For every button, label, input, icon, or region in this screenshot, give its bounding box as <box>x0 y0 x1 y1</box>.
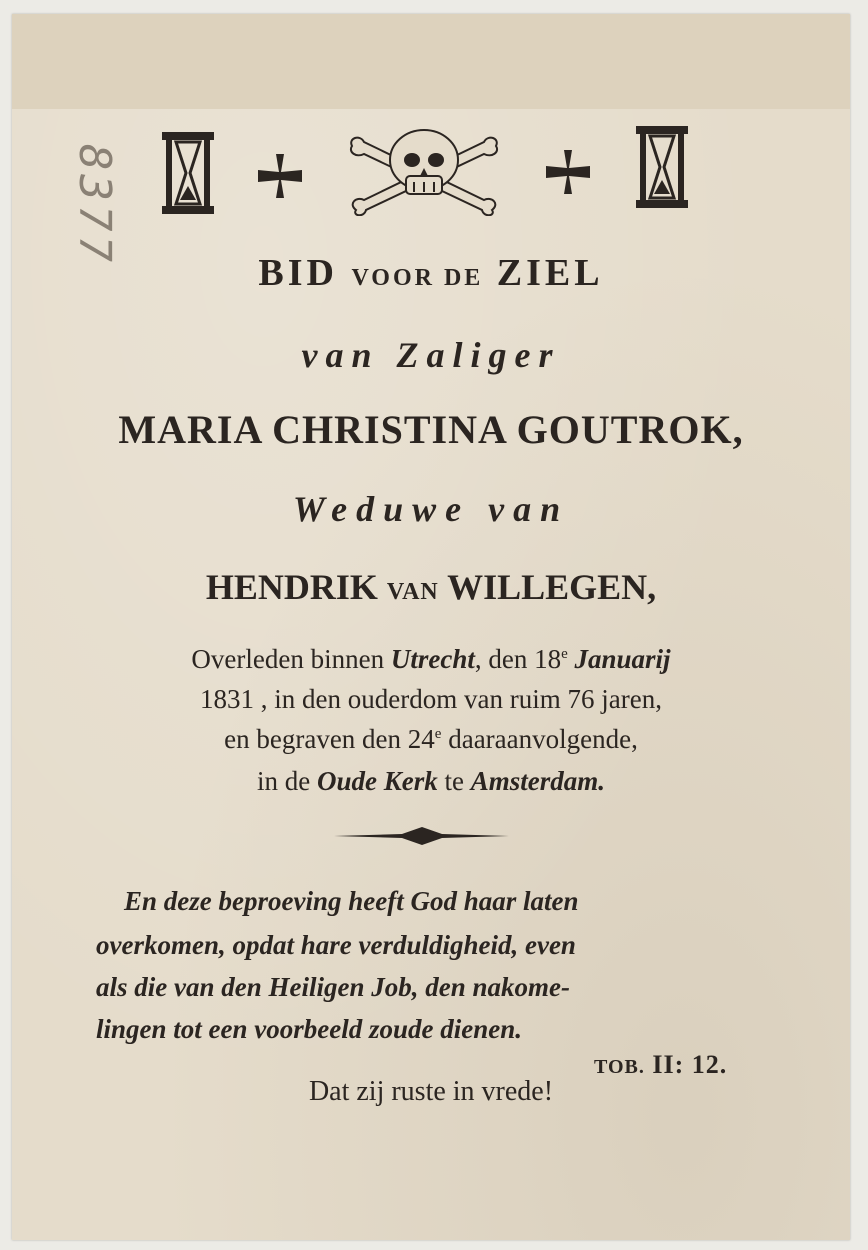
cross-pattee-icon <box>544 148 592 196</box>
skull-crossbones-icon <box>344 124 504 216</box>
details-text: daaraanvolgende, <box>448 724 638 754</box>
details-text: Overleden binnen <box>191 644 385 674</box>
quote-line-4: lingen tot een voorbeeld zoude dienen. <box>96 1014 522 1044</box>
burial-city: Amsterdam. <box>470 766 605 796</box>
death-month: Januarij <box>574 644 671 674</box>
details-text: te <box>444 766 464 796</box>
ornament-row <box>12 124 850 266</box>
hourglass-icon <box>160 130 216 216</box>
heading-voor-de: VOOR DE <box>351 265 484 291</box>
inventory-number: 8377 <box>69 144 120 266</box>
torn-top-edge <box>12 14 850 109</box>
husband-first: HENDRIK <box>205 567 378 607</box>
cross-pattee-icon <box>256 152 304 200</box>
husband-name <box>12 566 850 608</box>
heading-bid: BID <box>258 252 338 294</box>
details-line-1 <box>12 644 850 675</box>
memorial-card <box>12 14 850 1240</box>
quote-line-3: als die van den Heiligen Job, den nakome- <box>96 972 570 1002</box>
church-name: Oude Kerk <box>316 766 438 796</box>
heading <box>12 251 850 295</box>
reference-book: TOB. <box>594 1056 645 1078</box>
deceased-name: MARIA CHRISTINA GOUTROK, <box>118 407 744 452</box>
husband-van: VAN <box>386 579 439 605</box>
ordinal-sup: e <box>561 646 568 662</box>
closing-line: Dat zij ruste in vrede! <box>308 1076 554 1107</box>
details-text: en begraven den 24 <box>224 724 435 754</box>
details-text: in de <box>256 766 311 796</box>
heading-ziel: ZIEL <box>496 252 604 294</box>
ordinal-sup: e <box>434 726 442 742</box>
details-line-3 <box>12 724 850 755</box>
weduwe-line: Weduwe van <box>292 489 570 529</box>
quote-line-1: En deze beproeving heeft God haar laten <box>124 886 579 916</box>
quote-line-2: overkomen, opdat hare verduldigheid, even <box>96 930 576 960</box>
divider-ornament <box>332 824 512 848</box>
details-line-2: 1831 , in den ouderdom van ruim 76 jaren, <box>200 684 662 714</box>
van-zaliger-line: van Zaliger <box>301 335 561 375</box>
husband-last: WILLEGEN, <box>447 567 657 607</box>
hourglass-icon <box>634 124 690 210</box>
death-place: Utrecht <box>390 644 475 674</box>
details-line-4 <box>12 766 850 797</box>
reference-verse: II: 12. <box>652 1050 728 1079</box>
details-text: , den 18 <box>474 644 562 674</box>
